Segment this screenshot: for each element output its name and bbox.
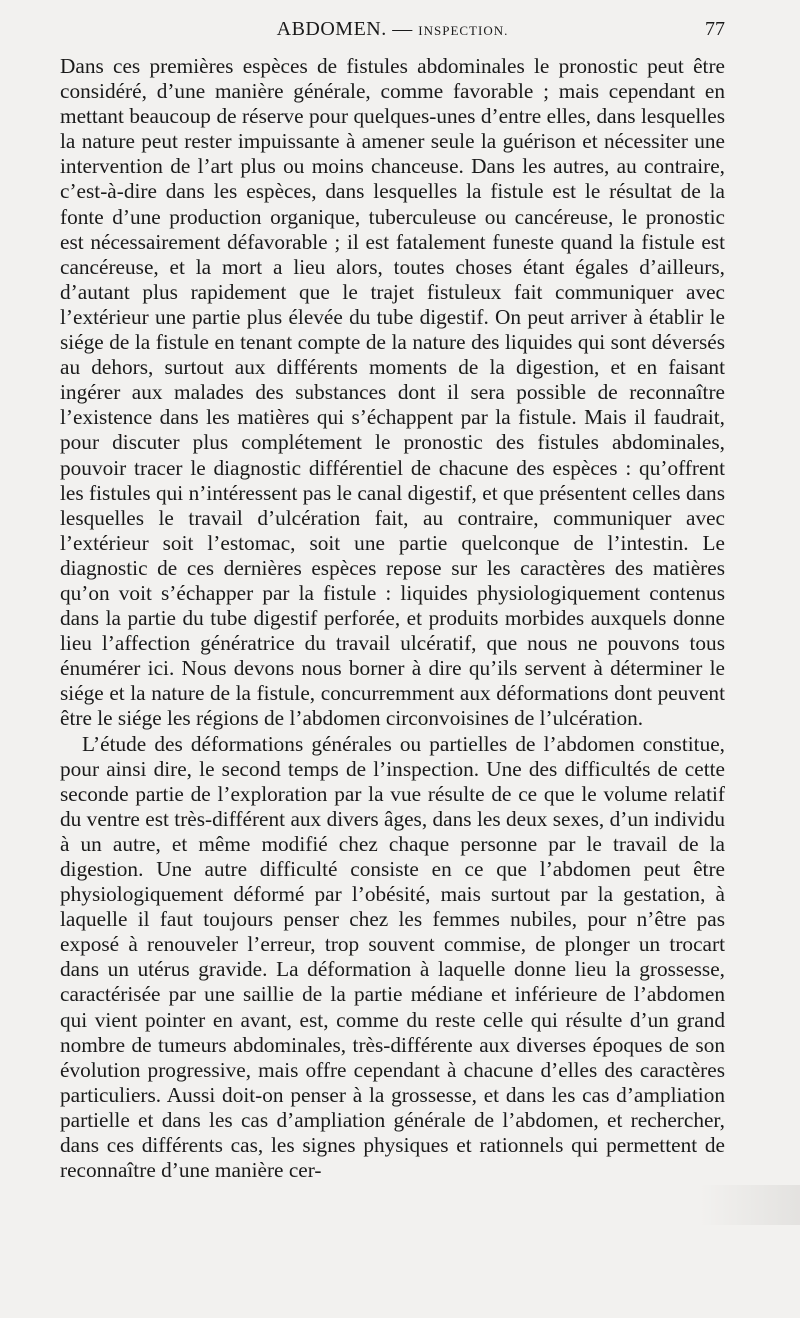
body-text (60, 54, 725, 1183)
running-head-title: ABDOMEN. (276, 18, 387, 40)
paragraph-deformations: L’étude des déformations générales ou partielles de l’abdomen constitue, pour ainsi dire, le second temps de l’inspection. Une des difficultés de cette seconde partie de l’exploration par la vue résulte de ce que le volume relatif du ventre est très-différent aux divers âges, dans les deux sexes, d’un individu à un autre, et même modifié chez chaque personne par le travail de la digestion. Une autre difficulté consiste en ce que l’abdomen peut être physiologiquement déformé par l’obésité, mais surtout par la gestation, à laquelle il faut toujours penser chez les femmes nubiles, pour n’être pas exposé à renouveler l’erreur, trop souvent commise, de plonger un trocart dans un utérus gravide. La déformation à laquelle donne lieu la grossesse, caractérisée par une saillie de la partie médiane et inférieure de l’abdomen qui vient pointer en avant, est, comme du reste celle qui résulte d’un grand nombre de tumeurs abdominales, très-différente aux diverses époques de son évolution progressive, mais offre cependant à chacune d’elles des caractères particuliers. Aussi doit-on penser à la grossesse, et dans les cas d’ampliation partielle et dans les cas d’ampliation générale de l’abdomen, et rechercher, dans ces différents cas, les signes physiques et rationnels qui permettent de reconnaître d’une manière cer- (60, 731, 725, 1183)
running-head (60, 18, 725, 41)
paragraph-fistules-pronostic: Dans ces premières espèces de fistules abdominales le pronostic peut être considéré, d’une manière générale, comme favorable ; mais cependant en mettant beaucoup de réserve pour quelques-unes d’entre elles, dans lesquelles la nature peut rester impuissante à amener seule la guérison et nécessiter une intervention de l’art plus ou moins chanceuse. Dans les autres, au contraire, c’est-à-dire dans les espèces, dans lesquelles la fistule est le résultat de la fonte d’une production organique, tuberculeuse ou cancéreuse, le pronostic est nécessairement défavorable ; il est fatalement funeste quand la fistule est cancéreuse, et la mort a lieu alors, toutes choses étant égales d’ailleurs, d’autant plus rapidement que le trajet fistuleux fait communiquer avec l’extérieur une partie plus élevée du tube digestif. On peut arriver à établir le siége de la fistule en tenant compte de la nature des liquides qui sont déversés au dehors, surtout aux différents moments de la digestion, et en faisant ingérer aux malades des substances dont il sera possible de reconnaître l’existence dans les matières qui s’échappent par la fistule. Mais il faudrait, pour discuter plus complétement le pronostic des fistules abdominales, pouvoir tracer le diagnostic différentiel de chacune des espèces : qu’offrent les fistules qui n’intéressent pas le canal digestif, et que présentent celles dans lesquelles le travail d’ulcération fait, au contraire, communiquer avec l’extérieur soit l’estomac, soit une partie quelconque de l’intestin. Le diagnostic de ces dernières espèces repose sur les caractères des matières qu’on voit s’échapper par la fistule : liquides physiologiquement contenus dans la partie du tube digestif perforée, et produits morbides auxquels donne lieu l’affection génératrice du travail ulcératif, que nous ne pouvons tous énumérer ici. Nous devons nous borner à dire qu’ils servent à déterminer le siége et la nature de la fistule, concurremment aux déformations dont peuvent être le siége les régions de l’abdomen circonvoisines de l’ulcération. (60, 54, 725, 731)
running-head-section: INSPECTION. (418, 23, 509, 38)
page-header (60, 16, 725, 46)
running-head-separator: — (392, 18, 413, 40)
page-number: 77 (705, 18, 725, 40)
show-through-shadow (700, 1185, 800, 1225)
